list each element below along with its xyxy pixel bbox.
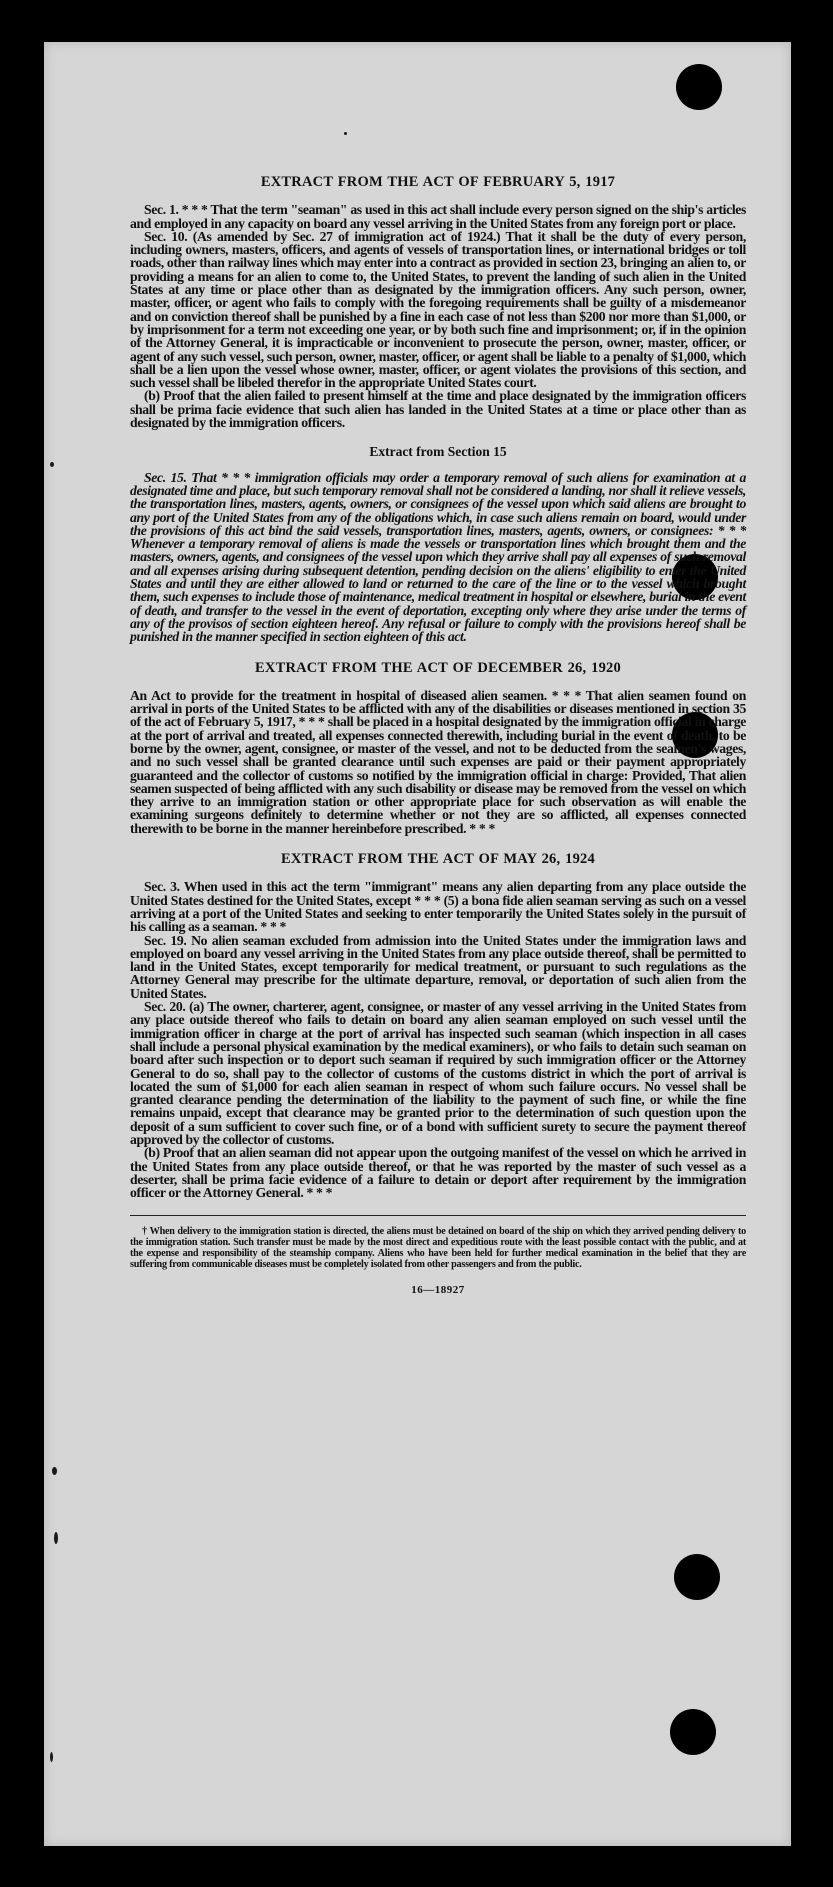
footnote: † When delivery to the immigration station is directed, the aliens must be detained on board of the ship on which they arrived pending delivery to the immigration station. Such transfer must be made by the most direct and expeditious route with the least possible contact with the public, and at the expense and responsibility of the steamship company. Aliens who have been held for further medical examination in the belief that they are suffering from communicable diseases must be completely isolated from other passengers and from the public. <box>130 1226 746 1271</box>
paper-speck <box>50 462 54 467</box>
heading-act-1924: EXTRACT FROM THE ACT OF MAY 26, 1924 <box>281 851 595 868</box>
paragraph-act-1920: An Act to provide for the treatment in hospital of diseased alien seamen. * * * That alien seamen found on arrival in ports of the United States to be afflicted with any of the disabilities or diseases mentioned in section 35 of the act of February 5, 1917, * * * shall be placed in a hospital designated by the immigration official in charge at the port of arrival and treated, all expenses connected therewith, including burial in the event of death, to be borne by the owner, agent, consignee, or master of the vessel, and not to be deducted from the seamen's wages, and no such vessel shall be granted clearance until such expenses are paid or their payment appropriately guaranteed and the collector of customs so notified by the immigration official in charge: Provided, That alien seamen suspected of being afflicted with any such disability or disease may be removed from the vessel on which they arrive to an immigration station or other appropriate place for such observation as will enable the examining surgeons definitely to determine whether or not they are so afflicted, all expenses connected therewith to be borne in the manner hereinbefore prescribed. * * * <box>130 687 746 836</box>
paper-speck <box>344 132 347 135</box>
document-body <box>130 176 746 1298</box>
paper-speck <box>50 1752 53 1762</box>
paragraph-sec-15: Sec. 15. That * * * immigration officials may order a temporary removal of such aliens for examination at a designated time and place, but such temporary removal shall not be considered a landing, nor shall it relieve vessels, the transportation lines, masters, agents, owners, or consignees of the vessel upon which said aliens are brought to any port of the United States from any of the obligations which, in case such aliens remain on board, would under the provisions of this act bind the said vessels, transportation lines, masters, agents, owners, or consignees: * * * Whenever a temporary removal of aliens is made the vessels or transportation lines which brought them and the masters, owners, agents, and consignees of the vessel upon which they arrive shall pay all expenses of such removal and all expenses arising during subsequent detention, pending decision on the aliens' eligibility to enter the United States and until they are either allowed to land or returned to the care of the line or to the vessel which brought them, such expenses to include those of maintenance, medical treatment in hospital or elsewhere, burial in the event of death, and transfer to the vessel in the event of deportation, excepting only where they arise under the terms of any of the provisos of section eighteen hereof. Any refusal or failure to comply with the provisions hereof shall be punished in the manner specified in section eighteen of this act. <box>130 469 746 645</box>
paragraph-sec-19: Sec. 19. No alien seaman excluded from admission into the United States under the immigration laws and employed on board any vessel arriving in the United States from any place outside thereof, shall be permitted to land in the United States, except temporarily for medical treatment, or pursuant to such regulations as the Attorney General may prescribe for the ultimate departure, removal, or deportation of such alien from the United States. <box>130 932 746 1001</box>
heading-section-15: Extract from Section 15 <box>369 444 507 460</box>
paragraph-sec-3: Sec. 3. When used in this act the term "immigrant" means any alien departing from any place outside the United States destined for the United States, except * * * (5) a bona fide alien seaman serving as such on a vessel arriving at a port of the United States and seeking to enter temporarily the United States solely in the pursuit of his calling as a seaman. * * * <box>130 879 746 935</box>
paragraph-sec-10-b: (b) Proof that the alien failed to present himself at the time and place designated by the immigration officers shall be prima facie evidence that such alien has landed in the United States at a time or place other than as designated by the immigration officers. <box>130 388 746 431</box>
page-code: 16—18927 <box>411 1284 465 1297</box>
heading-act-1920: EXTRACT FROM THE ACT OF DECEMBER 26, 1920 <box>255 659 621 676</box>
paragraph-sec-20-b: (b) Proof that an alien seaman did not appear upon the outgoing manifest of the vessel on which he arrived in the United States from any place outside thereof, or that he was reported by the master of such vessel as a deserter, shall be prima facie evidence of a failure to detain or deport after requirement by the immigration officer or the Attorney General. * * * <box>130 1145 746 1201</box>
footnote-divider <box>130 1215 746 1216</box>
document-page <box>44 42 791 1846</box>
paper-speck <box>54 1532 58 1544</box>
heading-act-1917: EXTRACT FROM THE ACT OF FEBRUARY 5, 1917 <box>260 174 616 190</box>
punch-hole-bottom <box>670 1709 716 1755</box>
paragraph-sec-20-a: Sec. 20. (a) The owner, charterer, agent, consignee, or master of any vessel arriving in the United States from any place outside thereof who fails to detain on board any alien seaman employed on such vessel until the immigration officer in charge at the port of arrival has inspected such seaman (which inspection in all cases shall include a personal physical examination by the medical examiners), or who fails to detain such seaman on board after such inspection or to deport such seaman if required by such immigration officer or the Attorney General to do so, shall pay to the collector of customs of the customs district in which the port of arrival is located the sum of $1,000 for each alien seaman in respect of whom such failure occurs. No vessel shall be granted clearance pending the determination of the liability to the payment of such fine, or while the fine remains unpaid, except that clearance may be granted prior to the determination of such question upon the deposit of a sum sufficient to cover such fine, or of a bond with sufficient surety to secure the payment thereof approved by the collector of customs. <box>130 999 746 1147</box>
paragraph-sec-1: Sec. 1. * * * That the term "seaman" as used in this act shall include every person signed on the ship's articles and employed in any capacity on board any vessel arriving in the United States from any foreign port or place. <box>130 202 746 231</box>
punch-hole-lower-mid <box>674 1554 720 1600</box>
paragraph-sec-10: Sec. 10. (As amended by Sec. 27 of immigration act of 1924.) That it shall be the duty of every person, including owners, masters, officers, and agents of vessels of transportation lines, or international bridges or toll roads, other than railway lines which may enter into a contract as provided in section 23, bringing an alien to, or providing a means for an alien to come to, the United States, to prevent the landing of such alien in the United States at any time or place other than as designated by the immigration officers. Any such person, owner, master, officer, or agent who fails to comply with the foregoing requirements shall be guilty of a misdemeanor and on conviction thereof shall be punished by a fine in each case of not less than $200 nor more than $1,000, or by imprisonment for a term not exceeding one year, or by both such fine and imprisonment; or, if in the opinion of the Attorney General, it is impracticable or inconvenient to prosecute the person, owner, master, officer, or agent of any such vessel, such person, owner, master, officer, or agent shall be liable to a penalty of $1,000, which shall be a lien upon the vessel whose owner, master, officer, or agent violates the provisions of this section, and such vessel shall be libeled therefor in the appropriate United States court. <box>130 228 746 391</box>
punch-hole-top <box>676 64 722 110</box>
paper-speck <box>52 1467 57 1475</box>
